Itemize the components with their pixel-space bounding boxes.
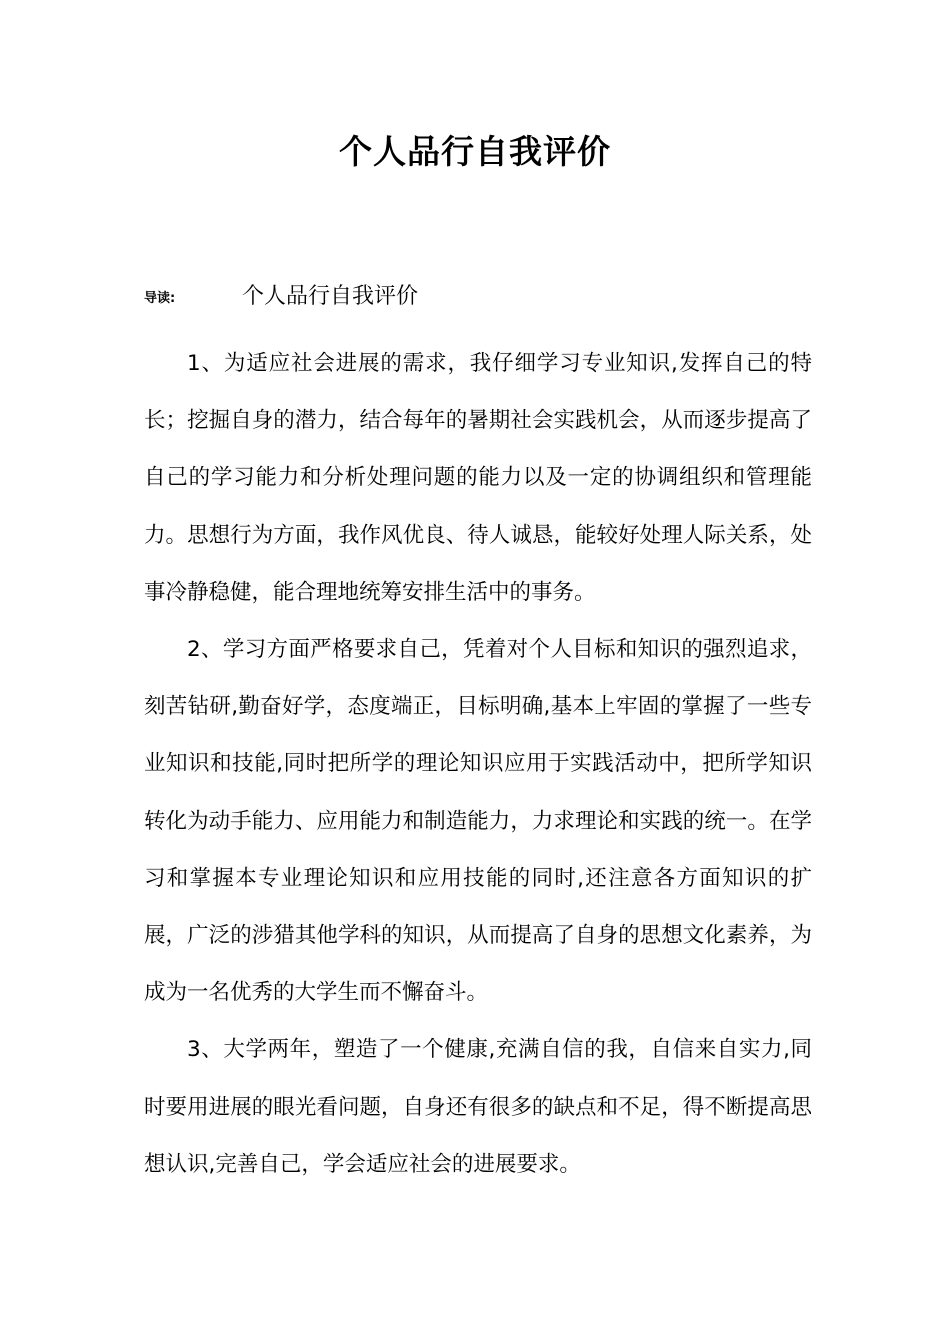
document-title: 个人品行自我评价	[339, 132, 611, 171]
paragraph-3: 3、大学两年，塑造了一个健康,充满自信的我，自信来自实力,同时要用进展的眼光看问题，自身还有很多的缺点和不足，得不断提高思想认识,完善自己，学会适应社会的进展要求。	[144, 1037, 812, 1177]
document-body	[144, 335, 812, 1193]
paragraph-2: 2、学习方面严格要求自己，凭着对个人目标和知识的强烈追求，刻苦钻研,勤奋好学，态度端正，目标明确,基本上牢固的掌握了一些专业知识和技能,同时把所学的理论知识应用于实践活动中，把所学知识转化为动手能力、应用能力和制造能力，力求理论和实践的统一。在学习和掌握本专业理论知识和应用技能的同时,还注意各方面知识的扩展，广泛的涉猎其他学科的知识，从而提高了自身的思想文化素养，为成为一名优秀的大学生而不懈奋斗。	[144, 637, 812, 1006]
paragraph-1: 1、为适应社会进展的需求，我仔细学习专业知识,发挥自己的特长；挖掘自身的潜力，结合每年的暑期社会实践机会，从而逐步提高了自己的学习能力和分析处理问题的能力以及一定的协调组织和管理能力。思想行为方面，我作风优良、待人诚恳，能较好处理人际关系，处事冷静稳健，能合理地统筹安排生活中的事务。	[144, 351, 812, 605]
intro-text: 个人品行自我评价	[242, 284, 419, 309]
intro-label: 导读:	[144, 291, 176, 306]
intro-row	[144, 280, 824, 314]
